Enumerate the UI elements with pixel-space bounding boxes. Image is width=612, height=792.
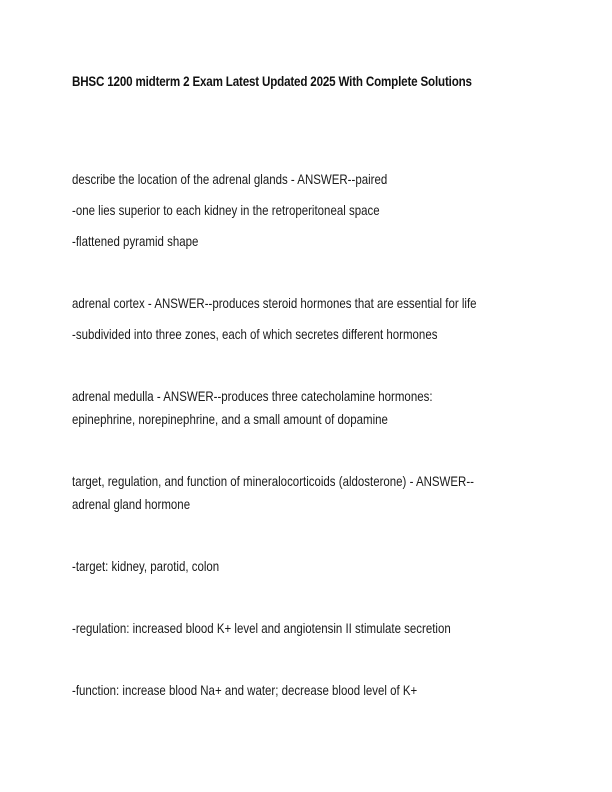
document-title: BHSC 1200 midterm 2 Exam Latest Updated 2025 With Complete Solutions [72,74,472,89]
qa-line-adrenal-location: describe the location of the adrenal glands - ANSWER--paired [72,171,388,187]
qa-line-mineralocorticoids: target, regulation, and function of mineralocorticoids (aldosterone) - ANSWER-- [72,473,474,489]
qa-line-pyramid-shape: -flattened pyramid shape [72,233,199,249]
qa-line-adrenal-cortex: adrenal cortex - ANSWER--produces steroid hormones that are essential for life [72,295,477,311]
qa-line-function: -function: increase blood Na+ and water; decrease blood level of K+ [72,682,418,698]
qa-line-catecholamines: epinephrine, norepinephrine, and a small amount of dopamine [72,411,388,427]
qa-line-adrenal-hormone: adrenal gland hormone [72,496,191,512]
qa-line-adrenal-medulla: adrenal medulla - ANSWER--produces three catecholamine hormones: [72,388,433,404]
qa-line-target: -target: kidney, parotid, colon [72,558,220,574]
qa-line-superior-kidney: -one lies superior to each kidney in the retroperitoneal space [72,202,380,218]
qa-line-regulation: -regulation: increased blood K+ level and angiotensin II stimulate secretion [72,620,451,636]
qa-line-three-zones: -subdivided into three zones, each of which secretes different hormones [72,326,438,342]
